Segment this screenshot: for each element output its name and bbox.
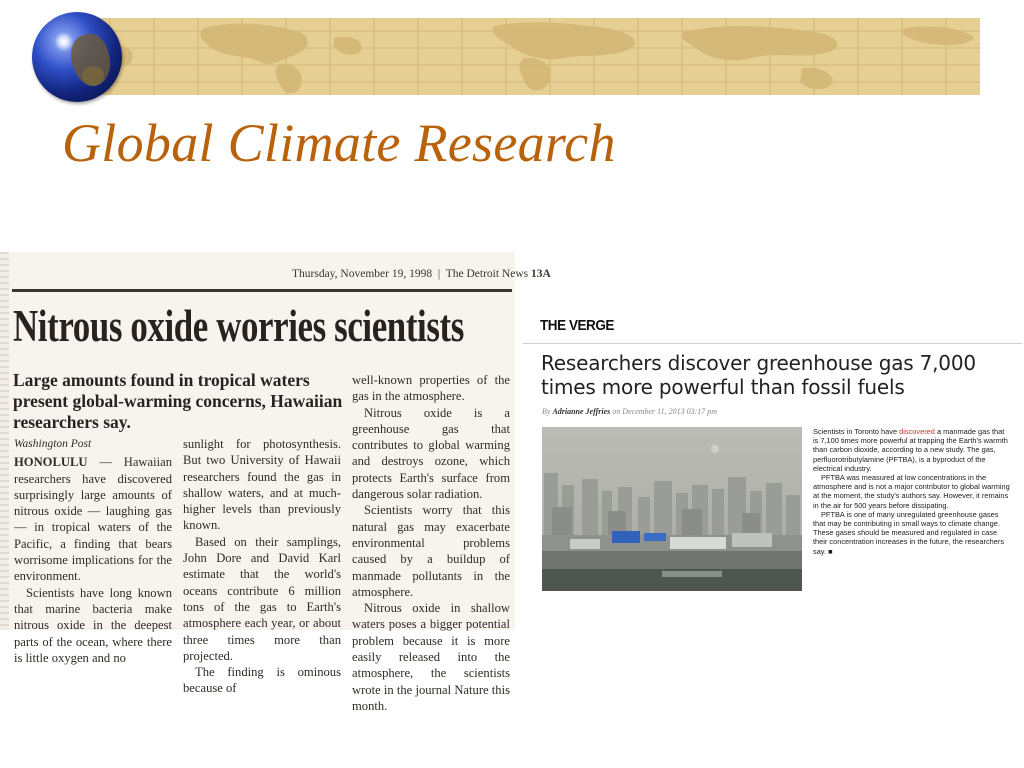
globe-landmass — [82, 66, 104, 86]
byline-author: Adrianne Jeffries — [552, 407, 611, 416]
skyline-image — [542, 427, 802, 591]
clipping-subheadline: Large amounts found in tropical waters present global-warming concerns, Hawaiian researchers say. — [13, 370, 343, 432]
globe-highlight — [54, 32, 74, 52]
article-text: Scientists in Toronto have — [813, 427, 900, 436]
article-paragraph — [813, 510, 1011, 556]
article-paragraph: Scientists worry that this natural gas may exacerbate environmental problems caused by a buildup of manmade pollutants in the atmosphere. — [352, 503, 510, 599]
article-paragraph — [14, 454, 172, 584]
byline-prefix: By — [542, 407, 551, 416]
verge-byline — [542, 407, 717, 416]
article-text: a manmade gas that is 7,100 times more powerful at trapping the Earth's warmth than carbon dioxide, according to a new study. The gas, perfluorotributylamine (PFTBA), is a byproduct of the electrical industry. — [813, 427, 1008, 473]
masthead-rule — [12, 289, 512, 292]
clipping-date: Thursday, November 19, 1998 — [292, 268, 433, 280]
article-paragraph: Based on their samplings, John Dore and David Karl estimate that the world's oceans contribute 6 million tons of the gas to Earth's atmosphere each year, or about three times more than projected. — [183, 534, 341, 663]
article-paragraph: Scientists have long known that marine bacteria make nitrous oxide in the deepest parts of the ocean, where there is little oxygen and no — [14, 585, 172, 665]
end-mark: ■ — [828, 546, 833, 556]
verge-logo: THE VERGE — [540, 317, 614, 334]
clipping-dateline — [292, 268, 551, 280]
article-column-2 — [183, 436, 341, 697]
article-column-3 — [352, 372, 510, 714]
article-paragraph — [813, 427, 1011, 473]
clipping-headline: Nitrous oxide worries scientists — [13, 301, 464, 351]
article-paragraph: well-known properties of the gas in the atmosphere. — [352, 373, 510, 404]
detroit-news-clipping — [0, 252, 551, 713]
clipping-torn-edge — [0, 252, 9, 630]
slide-title: Global Climate Research — [62, 113, 616, 173]
verge-article-body — [813, 427, 1011, 556]
clipping-publication: The Detroit News — [445, 268, 529, 280]
smog-city-photo — [542, 427, 802, 591]
world-map-banner — [84, 18, 980, 95]
article-paragraph: The finding is ominous because of — [183, 665, 341, 696]
article-paragraph: sunlight for photosynthesis. But two University of Hawaii researchers found the gas in shallow waters, and at much-higher levels than previously known. — [183, 437, 341, 533]
verge-article-clipping — [523, 306, 1022, 596]
clipping-page-number: 13A — [531, 268, 551, 280]
article-paragraph: Nitrous oxide is a greenhouse gas that contributes to global warming and destroys ozone, which protects Earth's surface from dangerous solar radiation. — [352, 405, 510, 502]
verge-headline: Researchers discover greenhouse gas 7,000 times more powerful than fossil fuels — [541, 351, 976, 399]
dateline-separator: | — [434, 268, 444, 280]
wire-source: Washington Post — [14, 438, 92, 450]
header-divider — [523, 343, 1022, 344]
globe-icon — [32, 12, 122, 102]
article-paragraph: PFTBA was measured at low concentrations in the atmosphere and is not a major contributor to global warming at the moment, the study's authors say. However, it remains in the air for 500 years before dissipating. — [813, 473, 1010, 510]
discovered-link[interactable]: discovered — [899, 427, 935, 436]
article-text: — Hawaiian researchers have discovered surprisingly large amounts of nitrous oxide — laughing gas — in tropical waters of the Pacific, a finding that bears worrisome implications for the environment. — [14, 455, 172, 584]
article-paragraph: Nitrous oxide in shallow waters poses a bigger potential problem because it is more easily released into the atmosphere, the scientists wrote in the journal Nature this month. — [352, 601, 510, 713]
article-text: PFTBA is one of many unregulated greenhouse gases that may be contributing in small ways to climate change. These gases should be measured and regulated in case their concentration increases in the future, the researchers say. — [813, 509, 1005, 556]
article-location: HONOLULU — [14, 455, 88, 470]
byline-date: on December 11, 2013 03:17 pm — [612, 407, 718, 416]
world-map-graphic — [84, 18, 980, 95]
article-column-1 — [14, 436, 172, 666]
